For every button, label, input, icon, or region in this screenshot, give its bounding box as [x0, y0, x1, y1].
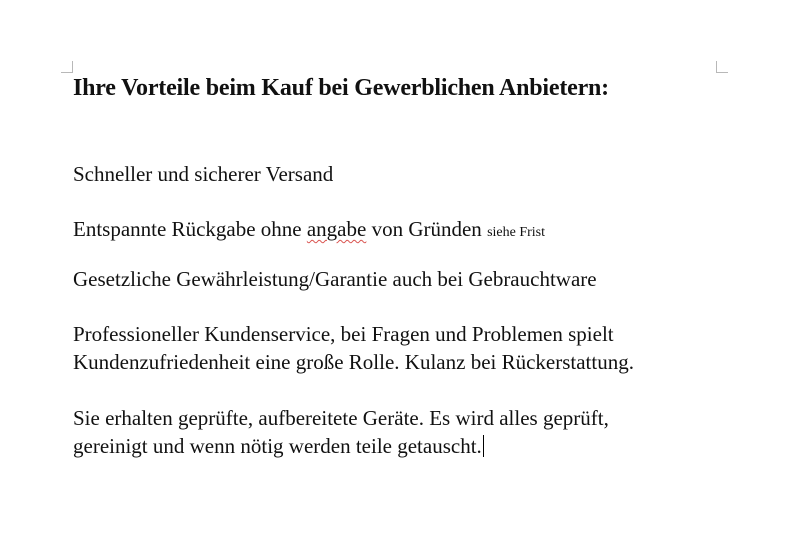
- spacer: [73, 188, 723, 215]
- spacer: [73, 293, 723, 320]
- returns-note: siehe Frist: [487, 225, 546, 240]
- document-body[interactable]: [73, 72, 723, 460]
- paragraph-returns[interactable]: [73, 215, 723, 247]
- paragraph-warranty[interactable]: Gesetzliche Gewährleistung/Garantie auch bei Gebrauchtware: [73, 267, 597, 291]
- text-cursor: [483, 435, 484, 457]
- service-line-2: Kundenzufriedenheit eine große Rolle. Kulanz bei Rückerstattung.: [73, 350, 634, 374]
- service-line-1: Professioneller Kundenservice, bei Fragen und Problemen spielt: [73, 322, 614, 346]
- spacer: [73, 247, 723, 265]
- paragraph-shipping[interactable]: Schneller und sicherer Versand: [73, 162, 334, 186]
- top-left-margin-mark: [61, 61, 73, 73]
- refurbished-line-1: Sie erhalten geprüfte, aufbereitete Geräte. Es wird alles geprüft,: [73, 406, 609, 430]
- spacer: [73, 104, 723, 160]
- spellcheck-flagged-word[interactable]: angabe: [306, 217, 367, 241]
- refurbished-line-2: gereinigt und wenn nötig werden teile getauscht.: [73, 434, 482, 458]
- paragraph-service[interactable]: [73, 320, 723, 376]
- paragraph-refurbished[interactable]: [73, 404, 723, 460]
- returns-text-start: Entspannte Rückgabe ohne: [73, 217, 307, 241]
- returns-text-end: von Gründen: [366, 217, 488, 241]
- document-heading[interactable]: Ihre Vorteile beim Kauf bei Gewerblichen Anbietern:: [73, 75, 609, 101]
- spacer: [73, 376, 723, 404]
